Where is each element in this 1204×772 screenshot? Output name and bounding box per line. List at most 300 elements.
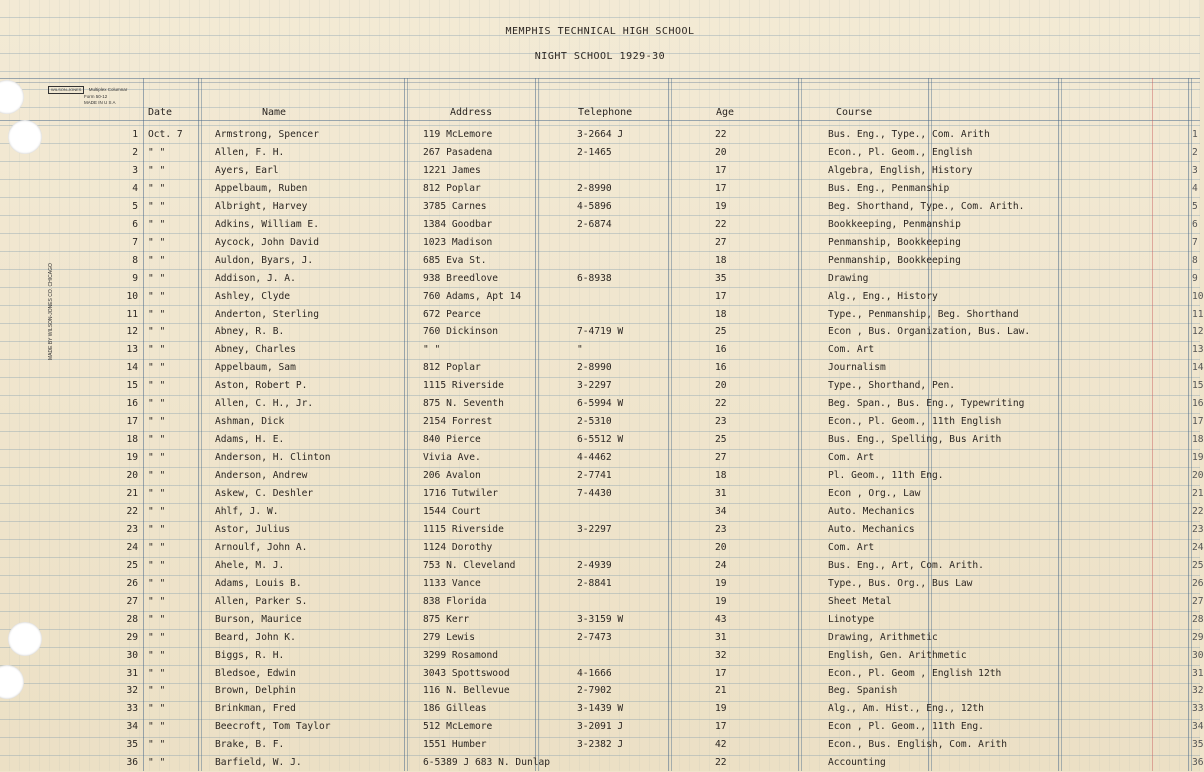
- cell-age: 22: [715, 757, 727, 769]
- cell-tel: 7-4719 W: [577, 326, 624, 338]
- header-address: Address: [450, 107, 493, 118]
- cell-course: Bus. Eng., Spelling, Bus Arith: [828, 434, 1002, 446]
- cell-age: 17: [715, 667, 727, 679]
- edge-line-number: 34: [1192, 721, 1204, 733]
- cell-date: " ": [148, 434, 166, 446]
- cell-date: " ": [148, 559, 166, 571]
- cell-age: 18: [715, 470, 727, 482]
- cell-n: 34: [126, 721, 138, 733]
- cell-tel: 2-6874: [577, 218, 612, 230]
- table-row: [0, 252, 1200, 270]
- cell-n: 6: [132, 218, 138, 230]
- table-row: [0, 341, 1204, 359]
- cell-course: Type., Bus. Org., Bus Law: [828, 577, 973, 589]
- cell-name: Brake, B. F.: [215, 739, 285, 751]
- manufacturer-line1: Multiplex Columnar: [88, 87, 128, 92]
- cell-address: 1115 Riverside: [423, 380, 504, 392]
- cell-n: 32: [126, 685, 138, 697]
- cell-course: Alg., Eng., History: [828, 290, 938, 302]
- cell-course: Beg. Shorthand, Type., Com. Arith.: [828, 200, 1025, 212]
- cell-address: 1716 Tutwiler: [423, 488, 499, 499]
- cell-age: 22: [715, 218, 727, 230]
- cell-name: Appelbaum, Sam: [215, 362, 296, 374]
- cell-address: 1221 James: [423, 164, 481, 176]
- cell-address: 267 Pasadena: [423, 146, 493, 158]
- cell-course: Penmanship, Bookkeeping: [828, 236, 961, 248]
- cell-course: Com. Art: [828, 344, 875, 356]
- edge-line-number: 23: [1192, 523, 1204, 535]
- table-row: [0, 593, 1204, 611]
- manufacturer-badge: WILSON-JONES: [48, 86, 84, 94]
- cell-course: Bus. Eng., Type., Com. Arith: [828, 129, 990, 140]
- cell-n: 18: [126, 434, 138, 446]
- cell-name: Biggs, R. H.: [215, 649, 285, 661]
- cell-date: " ": [148, 649, 166, 661]
- cell-name: Beecroft, Tom Taylor: [215, 721, 331, 733]
- header-date: Date: [148, 107, 173, 118]
- binder-hole: [0, 80, 24, 114]
- cell-course: Econ , Bus. Organization, Bus. Law.: [828, 326, 1031, 338]
- cell-address: 875 Kerr: [423, 613, 470, 625]
- table-row: [0, 485, 1204, 503]
- cell-address: " ": [423, 344, 441, 356]
- cell-course: Econ , Org., Law: [828, 488, 921, 499]
- cell-age: 16: [715, 344, 727, 356]
- cell-name: Adams, Louis B.: [215, 577, 302, 589]
- cell-n: 26: [126, 577, 138, 589]
- cell-name: Barfield, W. J.: [215, 757, 302, 769]
- edge-line-number: 15: [1192, 380, 1204, 392]
- cell-name: Ayers, Earl: [215, 164, 279, 176]
- cell-name: Beard, John K.: [215, 631, 296, 643]
- edge-line-number: 8: [1192, 254, 1198, 266]
- table-row: [0, 539, 1204, 557]
- edge-line-number: 7: [1192, 236, 1198, 248]
- cell-address: 1133 Vance: [423, 577, 481, 589]
- top-rule: [0, 78, 1200, 79]
- cell-address: 3785 Carnes: [423, 200, 487, 212]
- cell-date: " ": [148, 613, 166, 625]
- cell-address: 812 Poplar: [423, 182, 481, 194]
- cell-n: 21: [126, 488, 138, 499]
- cell-n: 1: [132, 129, 138, 140]
- cell-tel: 4-4462: [577, 452, 612, 464]
- table-row: [0, 377, 1204, 395]
- cell-course: Sheet Metal: [828, 595, 892, 607]
- cell-n: 15: [126, 380, 138, 392]
- edge-line-number: 9: [1192, 272, 1198, 284]
- cell-address: 812 Poplar: [423, 362, 481, 374]
- cell-age: 27: [715, 452, 727, 464]
- table-row: [0, 395, 1204, 413]
- table-row: [0, 647, 1204, 665]
- cell-course: Linotype: [828, 613, 875, 625]
- cell-date: " ": [148, 254, 166, 266]
- cell-tel: 3-2382 J: [577, 739, 624, 751]
- cell-date: " ": [148, 577, 166, 589]
- cell-name: Ashley, Clyde: [215, 290, 291, 302]
- cell-address: 753 N. Cleveland: [423, 559, 516, 571]
- cell-address: 206 Avalon: [423, 470, 481, 482]
- manufacturer-line3: MADE IN U S A: [84, 100, 116, 105]
- cell-tel: 2-4939: [577, 559, 612, 571]
- manufacturer-label: [48, 86, 138, 106]
- edge-line-number: 25: [1192, 559, 1204, 571]
- cell-n: 12: [126, 326, 138, 338]
- school-title: MEMPHIS TECHNICAL HIGH SCHOOL: [505, 26, 695, 37]
- cell-n: 31: [126, 667, 138, 679]
- cell-name: Adkins, William E.: [215, 218, 319, 230]
- cell-course: Auto. Mechanics: [828, 505, 915, 517]
- cell-tel: 2-1465: [577, 146, 612, 158]
- edge-line-number: 2: [1192, 146, 1198, 158]
- cell-address: 3299 Rosamond: [423, 649, 499, 661]
- cell-name: Abney, Charles: [215, 344, 296, 356]
- cell-n: 16: [126, 398, 138, 410]
- cell-age: 25: [715, 326, 727, 338]
- cell-date: " ": [148, 416, 166, 428]
- cell-tel: 6-5994 W: [577, 398, 624, 410]
- table-row: [0, 682, 1204, 700]
- cell-address: 116 N. Bellevue: [423, 685, 510, 697]
- table-row: [0, 521, 1204, 539]
- cell-age: 20: [715, 541, 727, 553]
- cell-age: 32: [715, 649, 727, 661]
- cell-course: Econ., Pl. Geom., English: [828, 146, 973, 158]
- cell-tel: 2-8990: [577, 182, 612, 194]
- cell-address: 119 McLemore: [423, 129, 493, 140]
- cell-tel: 2-7741: [577, 470, 612, 482]
- cell-tel: 4-5896: [577, 200, 612, 212]
- table-row: [0, 611, 1204, 629]
- cell-n: 4: [132, 182, 138, 194]
- cell-tel: 3-3159 W: [577, 613, 624, 625]
- cell-age: 24: [715, 559, 727, 571]
- cell-n: 23: [126, 523, 138, 535]
- edge-line-number: 18: [1192, 434, 1204, 446]
- cell-name: Burson, Maurice: [215, 613, 302, 625]
- cell-name: Aston, Robert P.: [215, 380, 308, 392]
- cell-name: Addison, J. A.: [215, 272, 296, 284]
- header-course: Course: [836, 107, 873, 118]
- cell-age: 25: [715, 434, 727, 446]
- cell-tel: 3-2664 J: [577, 129, 624, 140]
- table-row: [0, 162, 1200, 180]
- cell-date: " ": [148, 452, 166, 464]
- table-row: [0, 503, 1204, 521]
- header-age: Age: [716, 107, 735, 118]
- table-row: [0, 198, 1200, 216]
- cell-n: 28: [126, 613, 138, 625]
- cell-date: " ": [148, 362, 166, 374]
- cell-course: Journalism: [828, 362, 886, 374]
- cell-date: " ": [148, 326, 166, 338]
- cell-tel: 3-2091 J: [577, 721, 624, 733]
- cell-n: 8: [132, 254, 138, 266]
- cell-course: Type., Penmanship, Beg. Shorthand: [828, 308, 1019, 320]
- cell-tel: 3-2297: [577, 380, 612, 392]
- cell-name: Anderson, Andrew: [215, 470, 308, 482]
- cell-name: Ahlf, J. W.: [215, 505, 279, 517]
- cell-name: Anderton, Sterling: [215, 308, 319, 320]
- header-name: Name: [262, 107, 287, 118]
- cell-age: 23: [715, 416, 727, 428]
- manufacturer-line2: Form 50-12: [84, 94, 108, 99]
- edge-line-number: 5: [1192, 200, 1198, 212]
- cell-tel: 2-7902: [577, 685, 612, 697]
- edge-line-number: 30: [1192, 649, 1204, 661]
- cell-name: Bledsoe, Edwin: [215, 667, 296, 679]
- cell-name: Albright, Harvey: [215, 200, 308, 212]
- session-title: NIGHT SCHOOL 1929-30: [534, 51, 666, 62]
- cell-name: Brown, Delphin: [215, 685, 296, 697]
- cell-n: 22: [126, 505, 138, 517]
- cell-name: Arnoulf, John A.: [215, 541, 308, 553]
- table-row: [0, 700, 1204, 718]
- edge-line-number: 26: [1192, 577, 1204, 589]
- cell-tel: 2-8990: [577, 362, 612, 374]
- cell-age: 17: [715, 164, 727, 176]
- cell-n: 5: [132, 200, 138, 212]
- cell-date: " ": [148, 757, 166, 769]
- cell-course: Beg. Span., Bus. Eng., Typewriting: [828, 398, 1025, 410]
- cell-address: 512 McLemore: [423, 721, 493, 733]
- cell-address: Vivia Ave.: [423, 452, 481, 464]
- cell-tel: ": [577, 344, 583, 356]
- cell-age: 20: [715, 146, 727, 158]
- cell-tel: 6-5512 W: [577, 434, 624, 446]
- cell-course: Beg. Spanish: [828, 685, 898, 697]
- cell-age: 34: [715, 505, 727, 517]
- edge-line-number: 27: [1192, 595, 1204, 607]
- table-row: [0, 126, 1200, 144]
- cell-address: 760 Adams, Apt 14: [423, 290, 522, 302]
- cell-date: " ": [148, 398, 166, 410]
- table-row: [0, 665, 1204, 683]
- cell-date: " ": [148, 200, 166, 212]
- cell-age: 43: [715, 613, 727, 625]
- cell-date: " ": [148, 488, 166, 499]
- manufacturer-side-text: MADE BY WILSON-JONES CO. CHICAGO: [48, 263, 54, 360]
- cell-course: Bus. Eng., Art, Com. Arith.: [828, 559, 984, 571]
- cell-name: Ahele, M. J.: [215, 559, 285, 571]
- cell-age: 16: [715, 362, 727, 374]
- cell-age: 20: [715, 380, 727, 392]
- cell-course: Bookkeeping, Penmanship: [828, 218, 961, 230]
- cell-address: 838 Florida: [423, 595, 487, 607]
- cell-age: 19: [715, 703, 727, 715]
- edge-line-number: 14: [1192, 362, 1204, 374]
- cell-n: 33: [126, 703, 138, 715]
- cell-name: Auldon, Byars, J.: [215, 254, 314, 266]
- edge-line-number: 28: [1192, 613, 1204, 625]
- cell-course: Drawing, Arithmetic: [828, 631, 938, 643]
- cell-date: " ": [148, 685, 166, 697]
- cell-n: 2: [132, 146, 138, 158]
- cell-name: Adams, H. E.: [215, 434, 285, 446]
- cell-date: " ": [148, 290, 166, 302]
- header-telephone: Telephone: [578, 107, 633, 118]
- cell-course: Auto. Mechanics: [828, 523, 915, 535]
- cell-name: Appelbaum, Ruben: [215, 182, 308, 194]
- cell-course: Econ , Pl. Geom., 11th Eng.: [828, 721, 984, 733]
- cell-age: 17: [715, 290, 727, 302]
- cell-course: Com. Art: [828, 452, 875, 464]
- edge-line-number: 10: [1192, 290, 1204, 302]
- cell-date: " ": [148, 236, 166, 248]
- cell-course: Drawing: [828, 272, 869, 284]
- cell-course: Penmanship, Bookkeeping: [828, 254, 961, 266]
- cell-name: Astor, Julius: [215, 523, 291, 535]
- table-row: [0, 557, 1204, 575]
- edge-line-number: 17: [1192, 416, 1204, 428]
- cell-address: 1124 Dorothy: [423, 541, 493, 553]
- table-row: [0, 359, 1204, 377]
- table-row: [0, 180, 1200, 198]
- edge-line-number: 35: [1192, 739, 1204, 751]
- cell-course: Econ., Pl. Geom , English 12th: [828, 667, 1002, 679]
- cell-address: 1115 Riverside: [423, 523, 504, 535]
- cell-address: 672 Pearce: [423, 308, 481, 320]
- cell-address: 760 Dickinson: [423, 326, 499, 338]
- cell-date: " ": [148, 721, 166, 733]
- cell-age: 35: [715, 272, 727, 284]
- edge-line-number: 3: [1192, 164, 1198, 176]
- table-row: [0, 216, 1200, 234]
- cell-date: " ": [148, 470, 166, 482]
- cell-address: 186 Gilleas: [423, 703, 487, 715]
- cell-address: 3043 Spottswood: [423, 667, 510, 679]
- cell-tel: 2-5310: [577, 416, 612, 428]
- cell-name: Armstrong, Spencer: [215, 129, 319, 140]
- cell-name: Aycock, John David: [215, 236, 319, 248]
- table-row: [0, 736, 1204, 754]
- cell-age: 23: [715, 523, 727, 535]
- cell-age: 17: [715, 182, 727, 194]
- edge-line-number: 1: [1192, 129, 1198, 140]
- cell-n: 29: [126, 631, 138, 643]
- cell-age: 21: [715, 685, 727, 697]
- cell-age: 31: [715, 488, 727, 499]
- cell-date: " ": [148, 541, 166, 553]
- cell-address: 1544 Court: [423, 505, 481, 517]
- cell-n: 14: [126, 362, 138, 374]
- cell-address: 1551 Humber: [423, 739, 487, 751]
- cell-date: " ": [148, 182, 166, 194]
- cell-n: 27: [126, 595, 138, 607]
- edge-line-number: 33: [1192, 703, 1204, 715]
- cell-tel: 2-8841: [577, 577, 612, 589]
- cell-age: 19: [715, 595, 727, 607]
- cell-name: Brinkman, Fred: [215, 703, 296, 715]
- cell-date: " ": [148, 308, 166, 320]
- cell-course: Econ., Bus. English, Com. Arith: [828, 739, 1008, 751]
- edge-line-number: 11: [1192, 308, 1204, 320]
- table-row: [0, 270, 1200, 288]
- cell-age: 17: [715, 721, 727, 733]
- cell-n: 36: [126, 757, 138, 769]
- table-row: [0, 754, 1204, 772]
- cell-tel: 4-1666: [577, 667, 612, 679]
- cell-age: 18: [715, 308, 727, 320]
- cell-age: 31: [715, 631, 727, 643]
- cell-address: 6-5389 J 683 N. Dunlap: [423, 757, 551, 769]
- edge-line-number: 20: [1192, 470, 1204, 482]
- cell-course: Com. Art: [828, 541, 875, 553]
- cell-course: Alg., Am. Hist., Eng., 12th: [828, 703, 984, 715]
- cell-course: Type., Shorthand, Pen.: [828, 380, 956, 392]
- cell-tel: 3-1439 W: [577, 703, 624, 715]
- cell-tel: 3-2297: [577, 523, 612, 535]
- cell-name: Allen, C. H., Jr.: [215, 398, 314, 410]
- edge-line-number: 12: [1192, 326, 1204, 338]
- edge-line-number: 19: [1192, 452, 1204, 464]
- cell-n: 10: [126, 290, 138, 302]
- cell-address: 685 Eva St.: [423, 254, 487, 266]
- cell-name: Abney, R. B.: [215, 326, 285, 338]
- cell-course: Bus. Eng., Penmanship: [828, 182, 950, 194]
- table-row: [0, 718, 1204, 736]
- table-row: [0, 449, 1204, 467]
- cell-n: 13: [126, 344, 138, 356]
- cell-address: 1384 Goodbar: [423, 218, 493, 230]
- edge-line-number: 4: [1192, 182, 1198, 194]
- cell-date: " ": [148, 146, 166, 158]
- cell-course: English, Gen. Arithmetic: [828, 649, 967, 661]
- cell-course: Algebra, English, History: [828, 164, 973, 176]
- cell-address: 938 Breedlove: [423, 272, 499, 284]
- edge-line-number: 29: [1192, 631, 1204, 643]
- cell-address: 875 N. Seventh: [423, 398, 504, 410]
- cell-n: 30: [126, 649, 138, 661]
- edge-line-number: 31: [1192, 667, 1204, 679]
- cell-tel: 2-7473: [577, 631, 612, 643]
- cell-date: " ": [148, 272, 166, 284]
- header-rule: [0, 120, 1200, 121]
- table-row: [0, 413, 1204, 431]
- cell-n: 9: [132, 272, 138, 284]
- cell-name: Allen, Parker S.: [215, 595, 308, 607]
- table-row: [0, 431, 1204, 449]
- cell-n: 20: [126, 470, 138, 482]
- cell-n: 19: [126, 452, 138, 464]
- table-row: [0, 234, 1200, 252]
- table-row: [0, 323, 1204, 341]
- cell-date: Oct. 7: [148, 129, 183, 140]
- edge-line-number: 24: [1192, 541, 1204, 553]
- cell-name: Anderson, H. Clinton: [215, 452, 331, 464]
- cell-date: " ": [148, 505, 166, 517]
- cell-date: " ": [148, 739, 166, 751]
- cell-date: " ": [148, 595, 166, 607]
- cell-n: 3: [132, 164, 138, 176]
- cell-date: " ": [148, 380, 166, 392]
- cell-date: " ": [148, 667, 166, 679]
- edge-line-number: 36: [1192, 757, 1204, 769]
- cell-address: 1023 Madison: [423, 236, 493, 248]
- cell-age: 18: [715, 254, 727, 266]
- cell-address: 279 Lewis: [423, 631, 475, 643]
- edge-line-number: 32: [1192, 685, 1204, 697]
- cell-date: " ": [148, 523, 166, 535]
- cell-n: 24: [126, 541, 138, 553]
- cell-age: 27: [715, 236, 727, 248]
- cell-date: " ": [148, 164, 166, 176]
- cell-age: 22: [715, 129, 727, 140]
- cell-age: 22: [715, 398, 727, 410]
- table-row: [0, 306, 1204, 324]
- cell-tel: 6-8938: [577, 272, 612, 284]
